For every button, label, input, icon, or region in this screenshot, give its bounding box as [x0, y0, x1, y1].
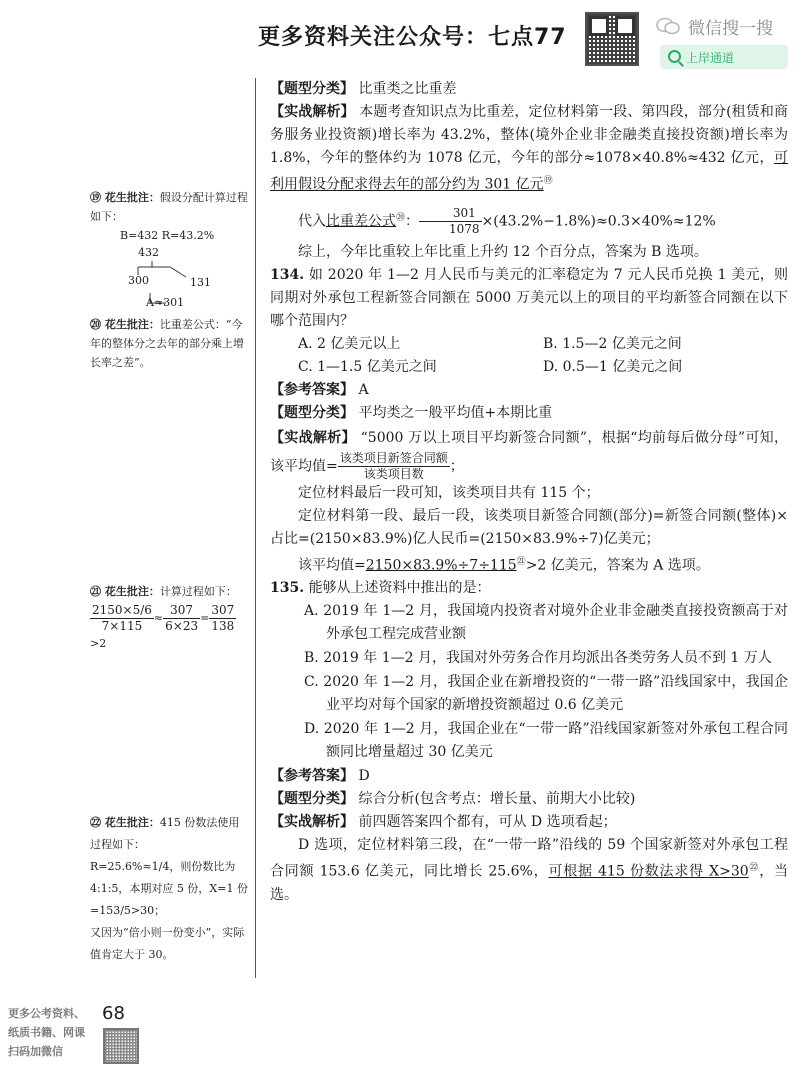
tree-left-value: 300	[128, 274, 149, 287]
type-value: 综合分析(包含考点：增长量、前期大小比较)	[358, 791, 636, 808]
option-b: B. 2019 年 1—2 月，我国对外劳务合作月均派出各类劳务人员不到 1 万人	[304, 650, 772, 667]
tree-right-value: 131	[190, 276, 211, 289]
column-divider	[255, 78, 256, 978]
question-text: 如 2020 年 1—2 月人民币与美元的汇率稳定为 7 元人民币兑换 1 美元，则同期对外承包工程新签合同额在 5000 万美元以上的项目的平均新签合同额在以下哪个范围内？	[270, 266, 789, 329]
side-note-text: 415 份数法使用过程如下：	[90, 816, 240, 851]
conclusion-text: 综上，今年比重较上年比重上升约 12 个百分点，答案为 B 选项。	[298, 243, 708, 260]
answer-value: D	[358, 768, 370, 785]
side-note-title: ⑲ 花生批注：	[90, 191, 160, 204]
side-note-21: ㉑ 花生批注：计算过程如下： $\frac{2150\times 5/6}{7\times 115}$ ≈ $\frac{307}{6\times 23}$ = $\frac{307}{138}$ >2	[90, 585, 237, 650]
answer-label: 【参考答案】	[270, 768, 354, 785]
punctuation: ；	[449, 458, 464, 475]
analysis-label: 【实战解析】	[270, 814, 354, 831]
type-label: 【题型分类】	[270, 404, 354, 421]
footer-line: 扫码加微信	[8, 1045, 63, 1058]
search-label: 上岸通道	[686, 51, 735, 65]
option-d: D. 0.5—1 亿美元之间	[543, 358, 683, 375]
side-note-title: ㉒ 花生批注：	[90, 816, 160, 829]
type-value: 比重类之比重差	[358, 81, 457, 97]
side-note-text: 又因为“倍小则一份变小”，实际值肯定大于 30。	[90, 926, 245, 961]
formula-prefix: 代入	[298, 213, 326, 230]
analysis-underline: 2150×83.9%÷7÷115	[365, 557, 517, 574]
question-text: 能够从上述资料中推出的是：	[308, 580, 491, 597]
note-ref: ㉒	[748, 863, 760, 874]
wechat-search-brand: 微信搜一搜	[688, 19, 773, 39]
option-b: B. 1.5—2 亿美元之间	[543, 335, 682, 352]
analysis-text: D 选项，定位材料第三段，在“一带一路”沿线的 59 个国家新签对外承包工程合同额 153.6 亿美元，同比增长 25.6%，	[270, 837, 788, 881]
tree-top-value: 432	[138, 246, 159, 259]
page-title: 更多资料关注公众号：七点77	[258, 25, 567, 50]
answer-value: A	[358, 381, 369, 398]
type-label: 【题型分类】	[270, 791, 354, 808]
type-label: 【题型分类】	[270, 81, 354, 97]
side-note-text: 假设分配计算过程如下：	[90, 191, 248, 223]
side-note-22	[90, 812, 250, 966]
main-content: 【题型分类】 比重类之比重差 【实战解析】 本题考查知识点为比重差，定位材料第一段、第四段，部分(租赁和商务服务业投资额)增长率为 43.2%，整体(境外企业非金融类直接投资额)增长率为 1.8%，今年的整体约为 1078 亿元，今年的部分≈1078×40.8%≈432 亿元，可利用假设分配求得去年的部分约为 301 亿元⑲ 代入比重差公式⑳： $\frac{301}{1078}$ ×(43.2%−1.8%)≈0.3×40%≈12% 综上，今年比重较上年比重上升约 12 个百分点，答案为 B 选项。 134. 如 2020 年 1—2 月人民币与美元的汇率稳定为 7 元人民币兑换 1 美元，则同期对外承包工程新签合同额在 5000 万美元以上的项目的平均新签合同额在以下哪个范围内？ A. 2 亿美元以上 B. 1.5—2 亿美元之间 C. 1—1.5 亿美元之间 D. 0.5—1 亿美元之间 【参考答案】 A 【题型分类】 平均类之一般平均值+本期比重 【实战解析】 “5000 万以上项目平均新签合同额”，根据“均前每后做分母”可知，该平均值= $\frac{\text{该类项目新签合同额}}{\text{该类项目数}}$ ； 定位材料最后一段可知，该类项目共有 115 个； 定位材料第一段、最后一段，该类项目新签合同额(部分)=新签合同额(整体)×占比=(2150×83.9%)亿人民币=(2150×83.9%÷7)亿美元； 该平均值$=2150\times 83.9\%\div 7\div 115^㉑>2$ 亿美元，答案为 A 选项。 135. 能够从上述资料中推出的是： A. 2019 年 1—2 月，我国境内投资者对境外企业非金融类直接投资额高于对外承包工程完成营业额 B. 2019 年 1—2 月，我国对外劳务合作月均派出各类劳务人员不到 1 万人 C. 2020 年 1—2 月，我国企业在新增投资的“一带一路”沿线国家中，我国企业平均对每个国家的新增投资额超过 0.6 亿美元 D. 2020 年 1—2 月，我国企业在“一带一路”沿线国家新签对外承包工程合同额同比增量超过 30 亿美元 【参考答案】 D 【题型分类】 综合分析(包含考点：增长量、前期大小比较) 【实战解析】 前四题答案四个都有，可从 D 选项看起； D 选项，定位材料第三段，在“一带一路”沿线的 59 个国家新签对外承包工程合同额 153.6 亿美元，同比增长 25.6%，可根据 415 份数法求得 $X>30^㉒$，当选。	[270, 81, 789, 904]
footer-promo	[8, 1004, 85, 1061]
note-ref: ⑲	[543, 176, 553, 186]
note-ref: ㉑	[516, 556, 526, 567]
formula-fraction: $\frac{301}{1078}$	[419, 206, 482, 237]
average-fraction: $\frac{\text{该类项目新签合同额}}{\text{该类项目数}}$	[339, 450, 448, 481]
note-ref: ⑳	[396, 212, 406, 223]
option-c: C. 1—1.5 亿美元之间	[298, 358, 437, 375]
footer-line: 纸质书籍、网课	[8, 1026, 85, 1039]
analysis-text: “5000 万以上项目平均新签合同额”，根据“均前每后做分母”可知，该平均值=	[270, 429, 788, 475]
side-note-19	[90, 188, 250, 372]
type-value: 平均类之一般平均值+本期比重	[358, 404, 553, 421]
search-icon	[668, 50, 681, 63]
side-fraction: $\frac{307}{138}$	[211, 603, 235, 633]
analysis-text: 该平均值=	[298, 557, 366, 574]
side-inequality: >2	[90, 637, 107, 650]
option-a: A. 2019 年 1—2 月，我国境内投资者对境外企业非金融类直接投资额高于对外承包工程完成营业额	[304, 603, 788, 643]
analysis-text: 本题考查知识点为比重差，定位材料第一段、第四段，部分(租赁和商务服务业投资额)增长率为 43.2%，整体(境外企业非金融类直接投资额)增长率为 1.8%，今年的整体约为 1078 亿元，今年的部分≈1078×40.8%≈432 亿元，	[270, 104, 789, 166]
question-number: 134.	[270, 266, 305, 283]
analysis-text: 定位材料最后一段可知，该类项目共有 115 个；	[298, 484, 600, 501]
search-button[interactable]	[660, 45, 788, 69]
analysis-label: 【实战解析】	[270, 429, 356, 446]
formula-name: 比重差公式	[326, 213, 396, 230]
option-a: A. 2 亿美元以上	[298, 335, 401, 352]
footer-line: 更多公考资料、	[8, 1007, 85, 1020]
side-note-title: ㉑ 花生批注：	[90, 585, 160, 598]
analysis-label: 【实战解析】	[270, 104, 355, 120]
qr-code-icon	[585, 12, 639, 66]
question-number: 135.	[270, 580, 305, 597]
allocation-tree	[90, 245, 220, 311]
analysis-text: 定位材料第一段、最后一段，该类项目新签合同额(部分)=新签合同额(整体)×占比=(2150×83.9%)亿人民币=(2150×83.9%÷7)亿美元；	[270, 507, 788, 547]
page-number: 68	[102, 1003, 125, 1024]
analysis-text: 前四题答案四个都有，可从 D 选项看起；	[358, 814, 617, 831]
analysis-underline: 可根据 415 份数法求得 X>30	[548, 864, 749, 881]
option-d: D. 2020 年 1—2 月，我国企业在“一带一路”沿线国家新签对外承包工程合同额同比增量超过 30 亿美元	[304, 721, 788, 761]
analysis-text: ，当选。	[270, 864, 789, 904]
analysis-underline: 可利用假设分配求得去年的部分约为 301 亿元	[270, 150, 788, 193]
side-fraction: $\frac{2150\times 5/6}{7\times 115}$	[92, 603, 152, 633]
side-note-text: R=25.6%≈1/4，则份数比为 4:1:5，本期对应 5 份，X=1 份=153/5>30；	[90, 860, 248, 917]
options-grid	[270, 333, 788, 379]
tree-bottom-value: A≈301	[146, 296, 185, 309]
side-note-text: 计算过程如下：	[159, 585, 237, 598]
option-c: C. 2020 年 1—2 月，我国企业在新增投资的“一带一路”沿线国家中，我国企业平均对每个国家的新增投资额超过 0.6 亿美元	[304, 674, 788, 714]
wechat-search-logo-icon	[656, 17, 680, 35]
side-note-title: ⑳ 花生批注：	[90, 318, 160, 331]
formula-rest: ×(43.2%−1.8%)≈0.3×40%≈12%	[481, 213, 716, 230]
answer-label: 【参考答案】	[270, 381, 354, 398]
side-note-formula: B=432 R=43.2%	[120, 229, 215, 242]
side-fraction: $\frac{307}{6\times 23}$	[165, 603, 199, 633]
side-note-text: 比重差公式：“今年的整体分之去年的部分乘上增长率之差”。	[90, 318, 244, 369]
analysis-text: >2 亿美元，答案为 A 选项。	[525, 557, 710, 574]
footer-qr-code-icon	[103, 1028, 139, 1064]
